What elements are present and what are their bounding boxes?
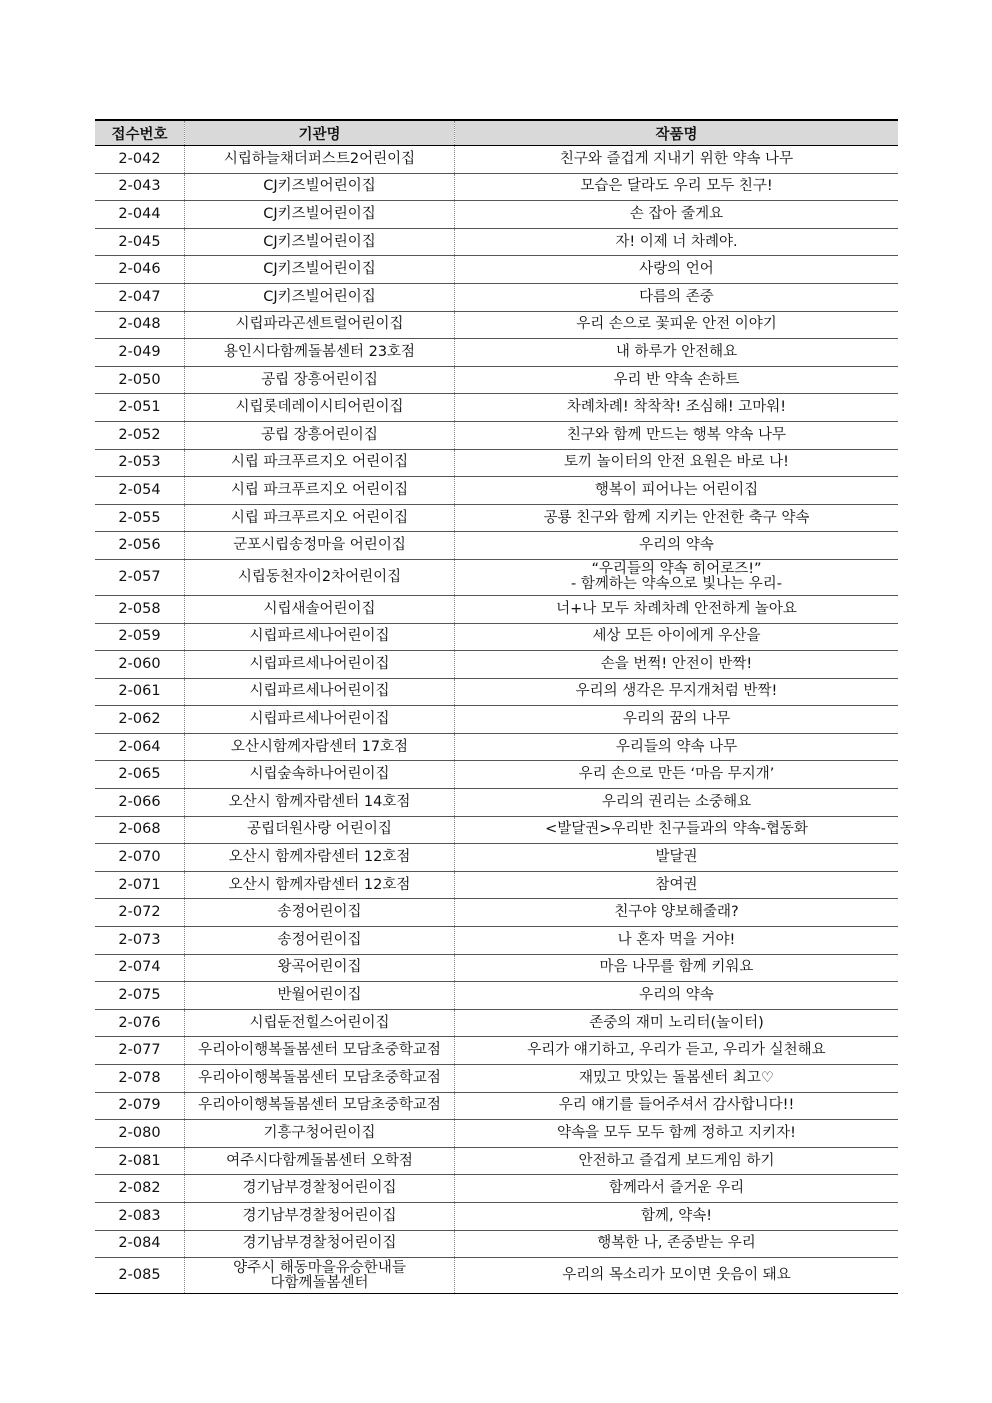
work-title-cell: 자! 이제 너 차례야.: [455, 228, 899, 256]
table-row: [95, 173, 898, 201]
work-title-cell: 우리의 꿈의 나무: [455, 706, 899, 734]
submission-number-cell: 2-056: [95, 532, 185, 560]
table-row: [95, 201, 898, 229]
submission-number-cell: 2-085: [95, 1258, 185, 1294]
table-row: [95, 651, 898, 679]
work-title-cell: 친구와 즐겁게 지내기 위한 약속 나무: [455, 146, 899, 174]
table-row: [95, 449, 898, 477]
table-row: [95, 339, 898, 367]
institution-name-cell: 시립파르세나어린이집: [185, 678, 455, 706]
work-title-cell: 우리의 생각은 무지개처럼 반짝!: [455, 678, 899, 706]
table-row: [95, 761, 898, 789]
work-title-cell: 우리의 약속: [455, 982, 899, 1010]
submission-number-cell: 2-055: [95, 504, 185, 532]
work-title-line: - 함께하는 약속으로 빛나는 우리-: [571, 576, 782, 593]
submission-number-cell: 2-081: [95, 1147, 185, 1175]
table-row: [95, 816, 898, 844]
table-row: [95, 954, 898, 982]
submission-number-cell: 2-068: [95, 816, 185, 844]
institution-name-cell: 시립 파크푸르지오 어린이집: [185, 504, 455, 532]
work-title-cell: 친구야 양보해줄래?: [455, 899, 899, 927]
submission-number-cell: 2-062: [95, 706, 185, 734]
table-row: [95, 595, 898, 623]
submission-number-cell: 2-042: [95, 146, 185, 174]
work-title-cell: 발달권: [455, 844, 899, 872]
table-row: [95, 1065, 898, 1093]
work-title-cell: 우리 반 약속 손하트: [455, 366, 899, 394]
submission-number-cell: 2-048: [95, 311, 185, 339]
work-title-cell: [455, 559, 899, 595]
table-row: [95, 146, 898, 174]
submission-number-cell: 2-076: [95, 1009, 185, 1037]
institution-name-cell: [185, 1258, 455, 1294]
table-row: [95, 1092, 898, 1120]
institution-name-cell: 공립더원사랑 어린이집: [185, 816, 455, 844]
submission-number-cell: 2-071: [95, 871, 185, 899]
work-title-cell: 친구와 함께 만드는 행복 약속 나무: [455, 421, 899, 449]
work-title-cell: 행복한 나, 존중받는 우리: [455, 1230, 899, 1258]
institution-name-cell: 시립롯데레이시티어린이집: [185, 394, 455, 422]
institution-name-cell: 시립숲속하나어린이집: [185, 761, 455, 789]
submission-number-cell: 2-078: [95, 1065, 185, 1093]
header-row: [95, 120, 898, 146]
table-row: [95, 982, 898, 1010]
submission-number-cell: 2-079: [95, 1092, 185, 1120]
institution-name-cell: 시립동천자이2차어린이집: [185, 559, 455, 595]
institution-name-cell: 시립파르세나어린이집: [185, 651, 455, 679]
institution-name-cell: 기흥구청어린이집: [185, 1120, 455, 1148]
institution-name-cell: 시립 파크푸르지오 어린이집: [185, 449, 455, 477]
institution-name-cell: 경기남부경찰청어린이집: [185, 1202, 455, 1230]
submission-number-cell: 2-061: [95, 678, 185, 706]
table-row: [95, 1120, 898, 1148]
submission-number-cell: 2-057: [95, 559, 185, 595]
work-title-cell: 우리의 약속: [455, 532, 899, 560]
institution-name-cell: CJ키즈빌어린이집: [185, 228, 455, 256]
institution-name-cell: 오산시 함께자람센터 12호점: [185, 844, 455, 872]
submission-table: [95, 119, 898, 1294]
institution-name-cell: CJ키즈빌어린이집: [185, 256, 455, 284]
table-row: [95, 256, 898, 284]
table-row: [95, 1037, 898, 1065]
work-title-cell: 다름의 존중: [455, 283, 899, 311]
submission-number-cell: 2-075: [95, 982, 185, 1010]
table-row: [95, 1175, 898, 1203]
work-title-line: “우리들의 약속 히어로즈!”: [591, 561, 762, 578]
institution-name-cell: 오산시 함께자람센터 12호점: [185, 871, 455, 899]
work-title-cell: 너+나 모두 차례차례 안전하게 놀아요: [455, 595, 899, 623]
submission-number-cell: 2-050: [95, 366, 185, 394]
submission-number-cell: 2-051: [95, 394, 185, 422]
header-institution-name: 기관명: [185, 120, 455, 146]
institution-name-cell: 오산시 함께자람센터 14호점: [185, 789, 455, 817]
work-title-cell: 우리 손으로 만든 ‘마음 무지개’: [455, 761, 899, 789]
submission-number-cell: 2-070: [95, 844, 185, 872]
table-row: [95, 789, 898, 817]
submission-number-cell: 2-066: [95, 789, 185, 817]
submission-number-cell: 2-065: [95, 761, 185, 789]
institution-name-line: 다함께돌봄센터: [270, 1274, 369, 1291]
work-title-cell: 내 하루가 안전해요: [455, 339, 899, 367]
work-title-cell: 약속을 모두 모두 함께 정하고 지키자!: [455, 1120, 899, 1148]
submission-number-cell: 2-052: [95, 421, 185, 449]
table-row: [95, 394, 898, 422]
table-row: [95, 1009, 898, 1037]
table-row: [95, 559, 898, 595]
work-title-cell: 세상 모든 아이에게 우산을: [455, 623, 899, 651]
submission-number-cell: 2-053: [95, 449, 185, 477]
submission-number-cell: 2-045: [95, 228, 185, 256]
table-row: [95, 871, 898, 899]
table-row: [95, 366, 898, 394]
work-title-cell: 공룡 친구와 함께 지키는 안전한 축구 약속: [455, 504, 899, 532]
work-title-cell: 함께라서 즐거운 우리: [455, 1175, 899, 1203]
table-row: [95, 477, 898, 505]
institution-name-cell: 시립 파크푸르지오 어린이집: [185, 477, 455, 505]
institution-name-cell: 송정어린이집: [185, 927, 455, 955]
table-row: [95, 1202, 898, 1230]
submission-number-cell: 2-084: [95, 1230, 185, 1258]
submission-number-cell: 2-044: [95, 201, 185, 229]
submission-number-cell: 2-080: [95, 1120, 185, 1148]
submission-number-cell: 2-054: [95, 477, 185, 505]
table-row: [95, 1258, 898, 1294]
institution-name-line: 양주시 해동마을유승한내들: [233, 1259, 406, 1276]
submission-number-cell: 2-072: [95, 899, 185, 927]
table-header: [95, 120, 898, 146]
submission-number-cell: 2-046: [95, 256, 185, 284]
work-title-cell: 안전하고 즐겁게 보드게임 하기: [455, 1147, 899, 1175]
submission-number-cell: 2-073: [95, 927, 185, 955]
institution-name-cell: 공립 장흥어린이집: [185, 366, 455, 394]
work-title-cell: 토끼 놀이터의 안전 요원은 바로 나!: [455, 449, 899, 477]
table-row: [95, 733, 898, 761]
work-title-cell: 행복이 피어나는 어린이집: [455, 477, 899, 505]
table-row: [95, 899, 898, 927]
institution-name-cell: 시립파라곤센트럴어린이집: [185, 311, 455, 339]
institution-name-cell: 용인시다함께돌봄센터 23호점: [185, 339, 455, 367]
work-title-cell: 우리의 권리는 소중해요: [455, 789, 899, 817]
submission-number-cell: 2-064: [95, 733, 185, 761]
table-row: [95, 228, 898, 256]
institution-name-cell: CJ키즈빌어린이집: [185, 173, 455, 201]
work-title-cell: 손을 번쩍! 안전이 반짝!: [455, 651, 899, 679]
submission-number-cell: 2-049: [95, 339, 185, 367]
table-row: [95, 504, 898, 532]
table-body: [95, 146, 898, 1294]
submission-number-cell: 2-059: [95, 623, 185, 651]
work-title-cell: 우리들의 약속 나무: [455, 733, 899, 761]
work-title-cell: 우리의 목소리가 모이면 웃음이 돼요: [455, 1258, 899, 1294]
work-title-cell: 사랑의 언어: [455, 256, 899, 284]
institution-name-cell: 시립파르세나어린이집: [185, 623, 455, 651]
table-row: [95, 1147, 898, 1175]
table-row: [95, 623, 898, 651]
institution-name-cell: CJ키즈빌어린이집: [185, 283, 455, 311]
work-title-cell: 모습은 달라도 우리 모두 친구!: [455, 173, 899, 201]
work-title-cell: 존중의 재미 노리터(놀이터): [455, 1009, 899, 1037]
institution-name-cell: 경기남부경찰청어린이집: [185, 1230, 455, 1258]
institution-name-cell: 공립 장흥어린이집: [185, 421, 455, 449]
submission-number-cell: 2-077: [95, 1037, 185, 1065]
table-row: [95, 421, 898, 449]
work-title-cell: 참여권: [455, 871, 899, 899]
submission-number-cell: 2-083: [95, 1202, 185, 1230]
work-title-cell: <발달권>우리반 친구들과의 약속-협동화: [455, 816, 899, 844]
table-row: [95, 927, 898, 955]
work-title-cell: 우리가 얘기하고, 우리가 듣고, 우리가 실천해요: [455, 1037, 899, 1065]
work-title-cell: 나 혼자 먹을 거야!: [455, 927, 899, 955]
work-title-cell: 함께, 약속!: [455, 1202, 899, 1230]
institution-name-cell: 시립새솔어린이집: [185, 595, 455, 623]
work-title-cell: 재밌고 맛있는 돌봄센터 최고♡: [455, 1065, 899, 1093]
header-work-title: 작품명: [455, 120, 899, 146]
submission-number-cell: 2-047: [95, 283, 185, 311]
submission-number-cell: 2-058: [95, 595, 185, 623]
institution-name-cell: 여주시다함께돌봄센터 오학점: [185, 1147, 455, 1175]
institution-name-cell: 시립둔전힐스어린이집: [185, 1009, 455, 1037]
table-row: [95, 844, 898, 872]
submission-number-cell: 2-043: [95, 173, 185, 201]
institution-name-cell: 왕곡어린이집: [185, 954, 455, 982]
work-title-cell: 마음 나무를 함께 키워요: [455, 954, 899, 982]
table-row: [95, 1230, 898, 1258]
work-title-cell: 우리 손으로 꽃피운 안전 이야기: [455, 311, 899, 339]
institution-name-cell: 우리아이행복돌봄센터 모담초중학교점: [185, 1065, 455, 1093]
institution-name-cell: 시립하늘채더퍼스트2어린이집: [185, 146, 455, 174]
work-title-cell: 우리 얘기를 들어주셔서 감사합니다!!: [455, 1092, 899, 1120]
table-row: [95, 311, 898, 339]
institution-name-cell: 오산시함께자람센터 17호점: [185, 733, 455, 761]
submission-number-cell: 2-074: [95, 954, 185, 982]
work-title-cell: 손 잡아 줄게요: [455, 201, 899, 229]
header-submission-number: 접수번호: [95, 120, 185, 146]
submission-number-cell: 2-082: [95, 1175, 185, 1203]
institution-name-cell: 우리아이행복돌봄센터 모담초중학교점: [185, 1092, 455, 1120]
institution-name-cell: 우리아이행복돌봄센터 모담초중학교점: [185, 1037, 455, 1065]
submission-number-cell: 2-060: [95, 651, 185, 679]
institution-name-cell: 송정어린이집: [185, 899, 455, 927]
table-row: [95, 678, 898, 706]
institution-name-cell: 반월어린이집: [185, 982, 455, 1010]
table-row: [95, 706, 898, 734]
institution-name-cell: 군포시립송정마을 어린이집: [185, 532, 455, 560]
work-title-cell: 차례차례! 착착착! 조심해! 고마워!: [455, 394, 899, 422]
institution-name-cell: 시립파르세나어린이집: [185, 706, 455, 734]
table-row: [95, 283, 898, 311]
table-row: [95, 532, 898, 560]
institution-name-cell: CJ키즈빌어린이집: [185, 201, 455, 229]
institution-name-cell: 경기남부경찰청어린이집: [185, 1175, 455, 1203]
